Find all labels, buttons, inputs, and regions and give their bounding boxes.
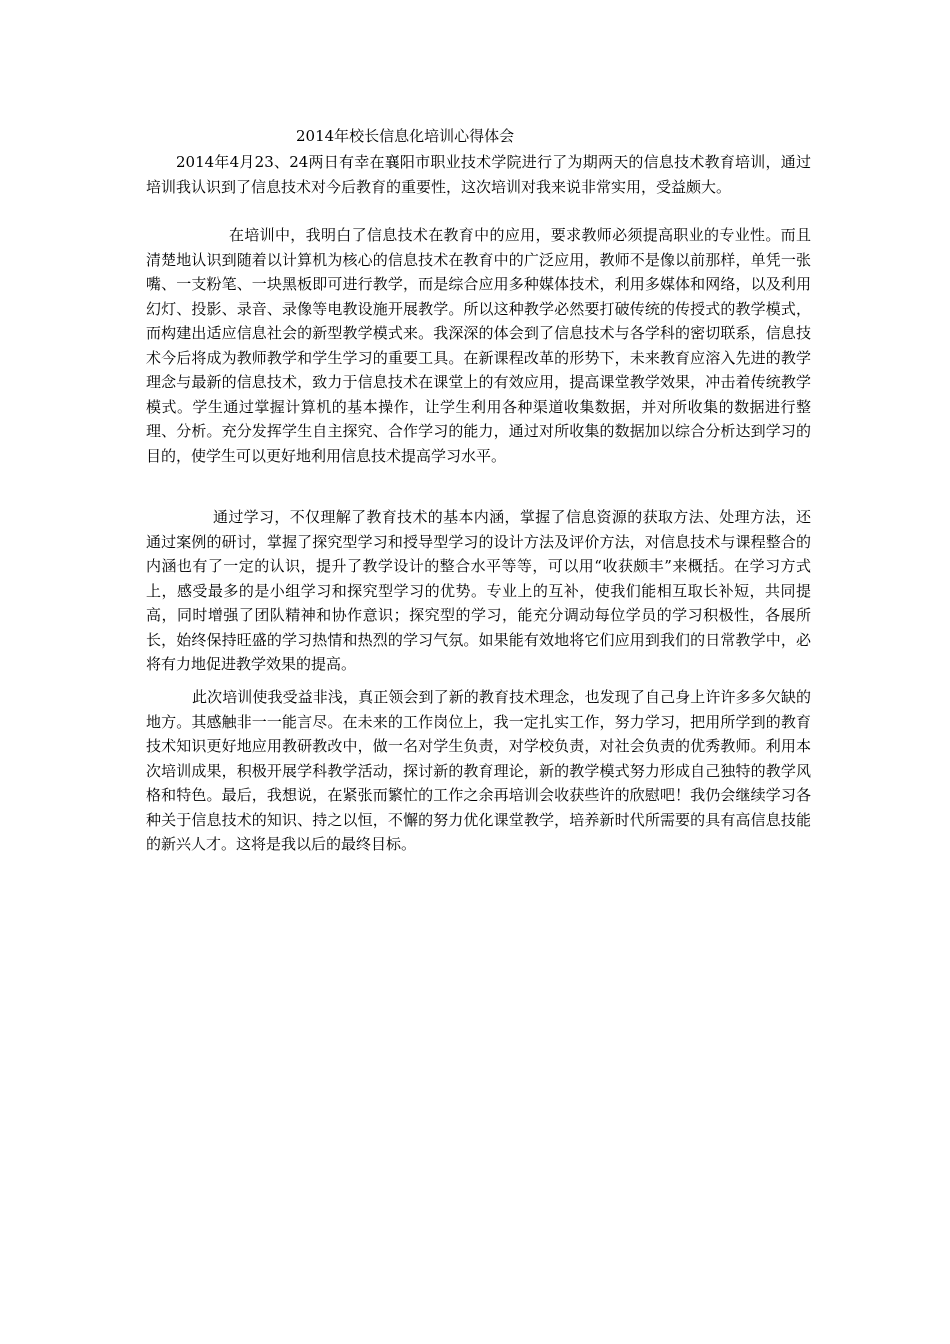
paragraph-4: 此次培训使我受益非浅，真正领会到了新的教育技术理念，也发现了自己身上许许多多欠缺的地方。其感触非一一能言尽。在未来的工作岗位上，我一定扎实工作，努力学习，把用所学到的教育技术知识更好地应用教研教改中，做一名对学生负责，对学校负责，对社会负责的优秀教师。利用本次培训成果，积极开展学科教学活动，探讨新的教育理论，新的教学模式努力形成自己独特的教学风格和特色。最后，我想说，在紧张而繁忙的工作之余再培训会收获些许的欣慰吧！我仍会继续学习各种关于信息技术的知识、持之以恒，不懈的努力优化课堂教学，培养新时代所需要的具有高信息技能的新兴人才。这将是我以后的最终目标。	[146, 688, 811, 853]
paragraph-2: 在培训中，我明白了信息技术在教育中的应用，要求教师必须提高职业的专业性。而且清楚地认识到随着以计算机为核心的信息技术在教育中的广泛应用，教师不是像以前那样，单凭一张嘴、一支粉笔、一块黑板即可进行教学，而是综合应用多种媒体技术，利用多媒体和网络，以及利用幻灯、投影、录音、录像等电教设施开展教学。所以这种教学必然要打破传统的传授式的教学模式，而构建出适应信息社会的新型教学模式来。我深深的体会到了信息技术与各学科的密切联系，信息技术今后将成为教师教学和学生学习的重要工具。在新课程改革的形势下，未来教育应溶入先进的教学理念与最新的信息技术，致力于信息技术在课堂上的有效应用，提高课堂教学效果，冲击着传统教学模式。学生通过掌握计算机的基本操作，让学生利用各种渠道收集数据，并对所收集的数据进行整理、分析。充分发挥学生自主探究、合作学习的能力，通过对所收集的数据加以综合分析达到学习的目的，使学生可以更好地利用信息技术提高学习水平。	[146, 226, 811, 465]
paragraph-3: 通过学习，不仅理解了教育技术的基本内涵，掌握了信息资源的获取方法、处理方法，还通过案例的研讨，掌握了探究型学习和授导型学习的设计方法及评价方法，对信息技术与课程整合的内涵也有了一定的认识，提升了教学设计的整合水平等等，可以用“收获颇丰”来概括。在学习方式上，感受最多的是小组学习和探究型学习的优势。专业上的互补，使我们能相互取长补短，共同提高，同时增强了团队精神和协作意识；探究型的学习，能充分调动每位学员的学习积极性，各展所长，始终保持旺盛的学习热情和热烈的学习气氛。如果能有效地将它们应用到我们的日常教学中，必将有力地促进教学效果的提高。	[146, 508, 811, 673]
document-title: 2014年校长信息化培训心得体会	[296, 127, 515, 145]
paragraph-1: 2014年4月23、24两日有幸在襄阳市职业技术学院进行了为期两天的信息技术教育培训，通过培训我认识到了信息技术对今后教育的重要性，这次培训对我来说非常实用，受益颇大。	[146, 153, 811, 196]
